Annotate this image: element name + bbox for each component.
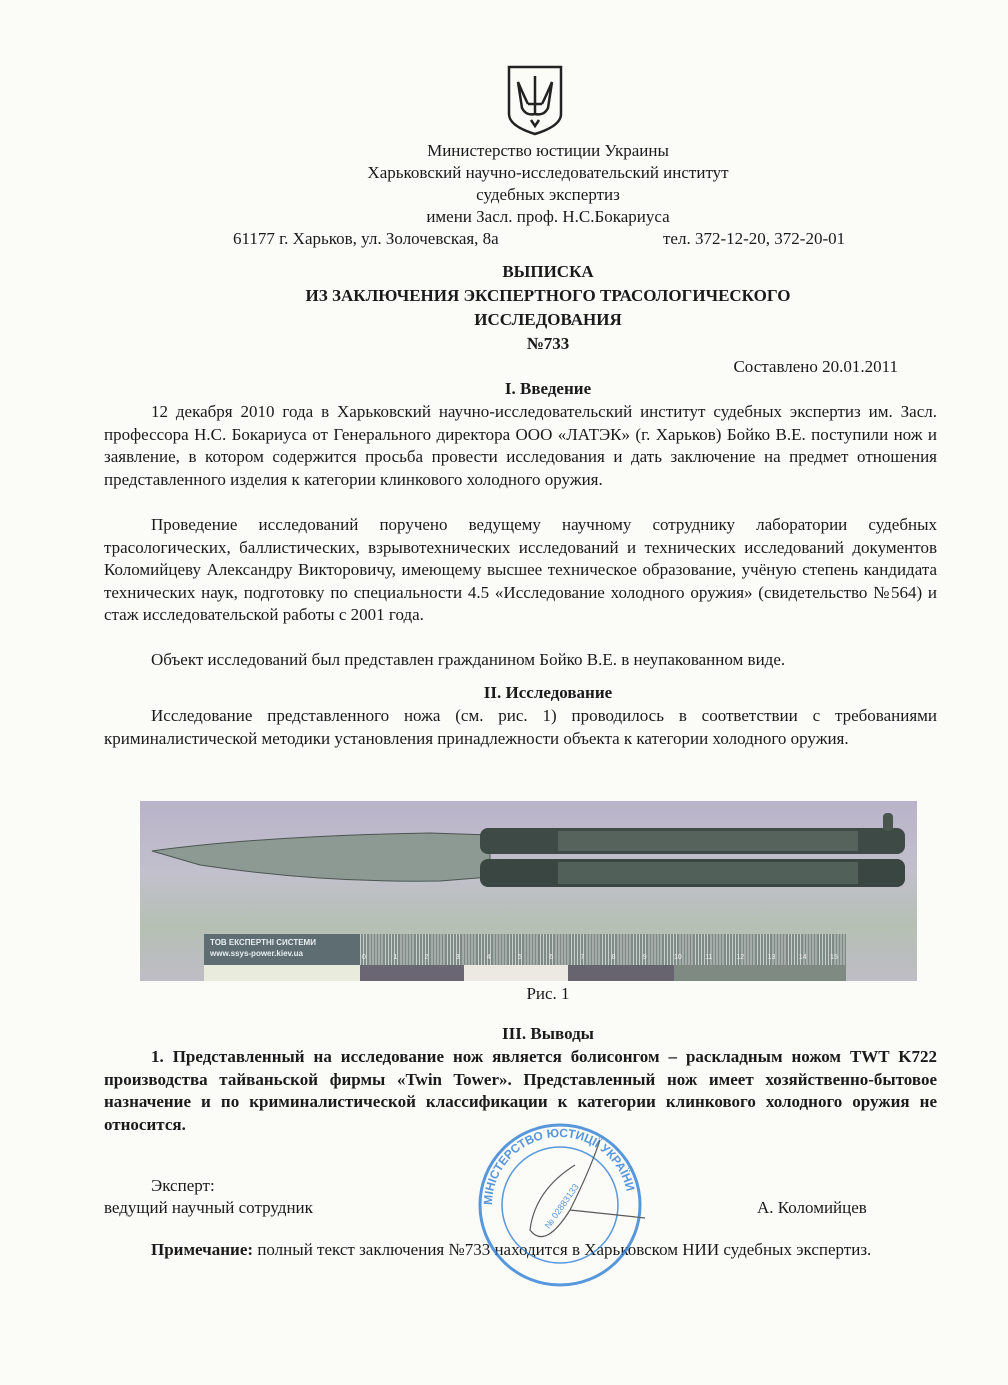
section-heading-conclusions: III. Выводы bbox=[502, 1024, 594, 1043]
conclusion-paragraph: 1. Представленный на исследование нож является болисонгом – раскладным ножом TWT K722 производства тайваньской фирмы «Twin Tower». Представленный нож имеет хозяйственно-бытовое назначение и по криминалистической классификации к категории клинкового холодного оружия не относится. bbox=[104, 1047, 937, 1134]
ruler-number: 10 bbox=[674, 954, 682, 961]
knife-photo bbox=[140, 801, 917, 981]
note-text: полный текст заключения №733 находится в Харьковском НИИ судебных экспертиз. bbox=[253, 1240, 872, 1259]
ruler-number: 9 bbox=[642, 954, 647, 961]
section-heading-intro: I. Введение bbox=[504, 379, 592, 398]
ruler-number: 3 bbox=[455, 954, 460, 961]
document-title bbox=[0, 260, 1008, 356]
header-line: Министерство юстиции Украины bbox=[427, 141, 669, 160]
ruler-number: 5 bbox=[518, 954, 522, 961]
research-paragraph: Исследование представленного ножа (см. рис. 1) проводилось в соответствии с требованиями криминалистической методики установления принадлежности объекта к категории холодного оружия. bbox=[104, 706, 937, 748]
ruler-number: 4 bbox=[486, 954, 491, 961]
trident-emblem-icon bbox=[506, 64, 564, 136]
ruler-number: 15 bbox=[830, 954, 838, 961]
note-label: Примечание: bbox=[151, 1240, 254, 1259]
ruler-number: 6 bbox=[549, 954, 554, 961]
official-stamp-icon bbox=[475, 1120, 645, 1290]
ruler-number: 1 bbox=[393, 954, 398, 961]
ruler-number: 7 bbox=[580, 954, 585, 961]
ruler-number: 14 bbox=[798, 954, 807, 961]
header-line: судебных экспертиз bbox=[476, 185, 620, 204]
title-line: №733 bbox=[526, 334, 570, 353]
institution-header bbox=[0, 140, 1008, 228]
intro-paragraph: Проведение исследований поручено ведущему научному сотруднику лаборатории судебных трасологических, баллистических, взрывотехнических исследований и технических исследований документов Коломийцеву Александру Викторовичу, имеющему высшее техническое образование, учёную степень кандидата технических наук, подготовку по специальности 4.5 «Исследование холодного оружия» (свидетельство №564) и стаж исследовательской работы с 2001 года. bbox=[104, 515, 937, 625]
intro-paragraph: Объект исследований был представлен гражданином Бойко В.Е. в неупакованном виде. bbox=[151, 650, 786, 669]
ruler-number: 12 bbox=[736, 954, 745, 961]
svg-text:МІНІСТЕРСТВО ЮСТИЦІЇ УКРАЇНИ: МІНІСТЕРСТВО ЮСТИЦІЇ УКРАЇНИ bbox=[480, 1125, 638, 1206]
ruler-brand: ТОВ ЕКСПЕРТНІ СИСТЕМИ www.ssys-power.kiev.ua bbox=[204, 934, 360, 965]
section-heading-research: II. Исследование bbox=[483, 683, 613, 702]
scale-ruler bbox=[204, 934, 846, 981]
ruler-number: 13 bbox=[767, 954, 776, 961]
ruler-number: 8 bbox=[611, 954, 616, 961]
svg-text:№ 02883133: № 02883133 bbox=[542, 1181, 581, 1231]
composed-date: Составлено 20.01.2011 bbox=[733, 357, 898, 376]
header-line: имени Засл. проф. Н.С.Бокариуса bbox=[426, 207, 670, 226]
phone: тел. 372-12-20, 372-20-01 bbox=[663, 229, 846, 248]
intro-paragraph: 12 декабря 2010 года в Харьковский научно-исследовательский институт судебных экспертиз им. Засл. профессора Н.С. Бокариуса от Генерального директора ООО «ЛАТЭК» (г. Харьков) Бойко В.Е. поступили нож и заявление, в котором содержится просьба провести исследования и дать заключение на предмет отношения представленного изделия к категории клинкового холодного оружия. bbox=[104, 402, 937, 489]
title-line: ИЗ ЗАКЛЮЧЕНИЯ ЭКСПЕРТНОГО ТРАСОЛОГИЧЕСКОГО bbox=[305, 286, 791, 305]
expert-name: А. Коломийцев bbox=[757, 1198, 867, 1217]
address: 61177 г. Харьков, ул. Золочевская, 8а bbox=[233, 229, 499, 248]
header-line: Харьковский научно-исследовательский институт bbox=[367, 163, 729, 182]
ruler-number: 2 bbox=[424, 954, 429, 961]
ruler-number: 0 bbox=[362, 954, 366, 961]
ruler-number: 11 bbox=[705, 954, 713, 961]
expert-label: Эксперт: bbox=[151, 1176, 215, 1195]
title-line: ИССЛЕДОВАНИЯ bbox=[474, 310, 622, 329]
expert-position: ведущий научный сотрудник bbox=[104, 1198, 313, 1217]
title-line: ВЫПИСКА bbox=[502, 262, 594, 281]
figure-caption: Рис. 1 bbox=[526, 984, 570, 1003]
